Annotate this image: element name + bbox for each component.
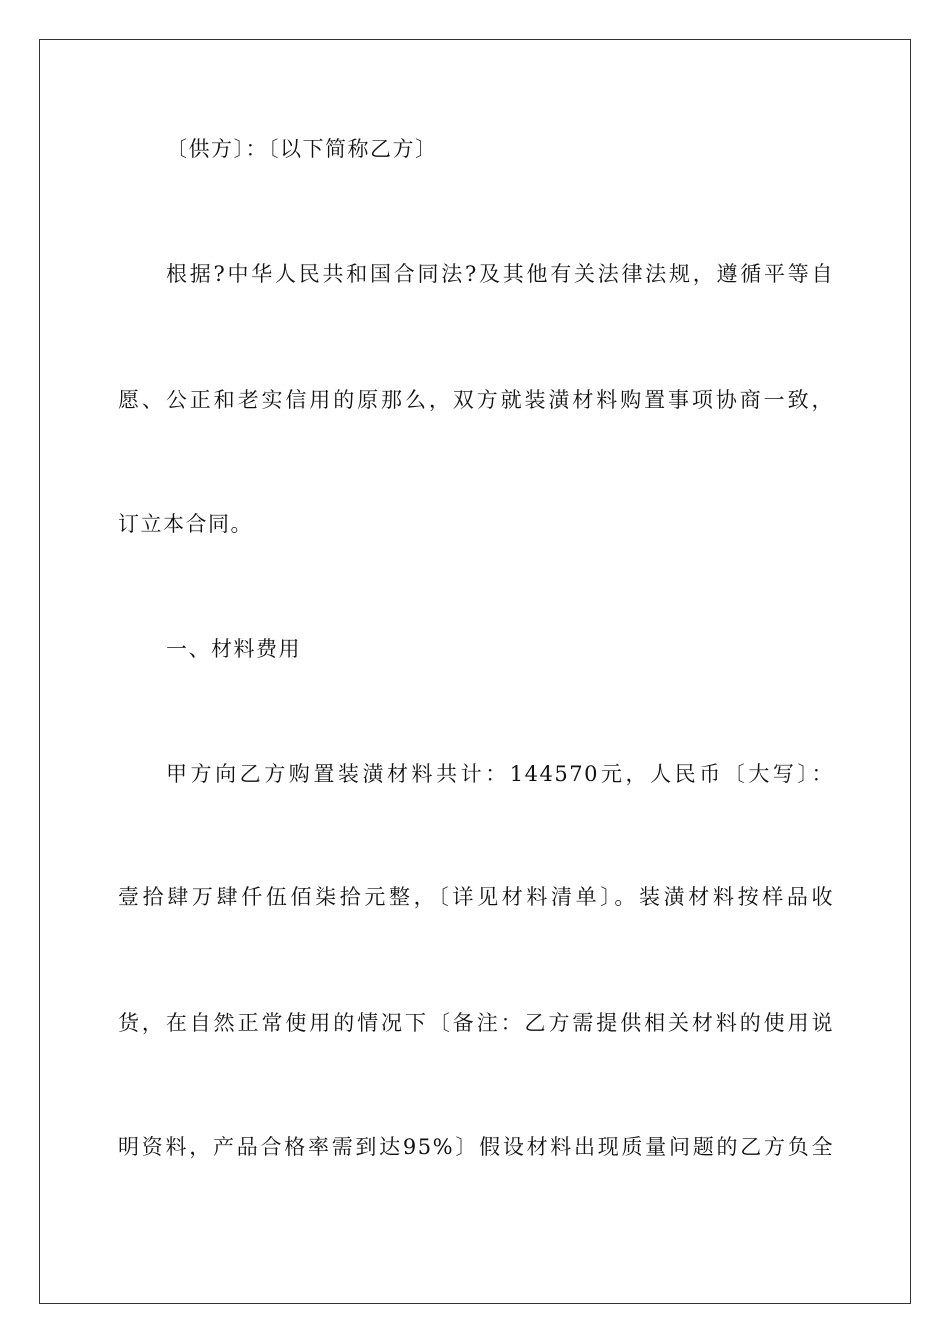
paragraph-line: 甲方向乙方购置装潢材料共计：144570元，人民币〔大写〕： (166, 762, 834, 786)
paragraph-line: 愿、公正和老实信用的原那么，双方就装潢材料购置事项协商一致， (118, 388, 834, 412)
paragraph-line: 壹拾肆万肆仟伍佰柒拾元整，〔详见材料清单〕。装潢材料按样品收 (118, 885, 834, 909)
paragraph-line: 订立本合同。 (118, 512, 253, 536)
supplier-line: 〔供方〕：〔以下简称乙方〕 (166, 137, 438, 161)
paragraph-line: 货，在自然正常使用的情况下〔备注：乙方需提供相关材料的使用说 (118, 1011, 834, 1035)
section-heading: 一、材料费用 (166, 637, 301, 661)
page-border (39, 39, 911, 1304)
paragraph-line: 根据?中华人民共和国合同法?及其他有关法律法规，遵循平等自 (166, 262, 834, 286)
paragraph-line: 明资料，产品合格率需到达95%〕假设材料出现质量问题的乙方负全 (118, 1135, 834, 1159)
